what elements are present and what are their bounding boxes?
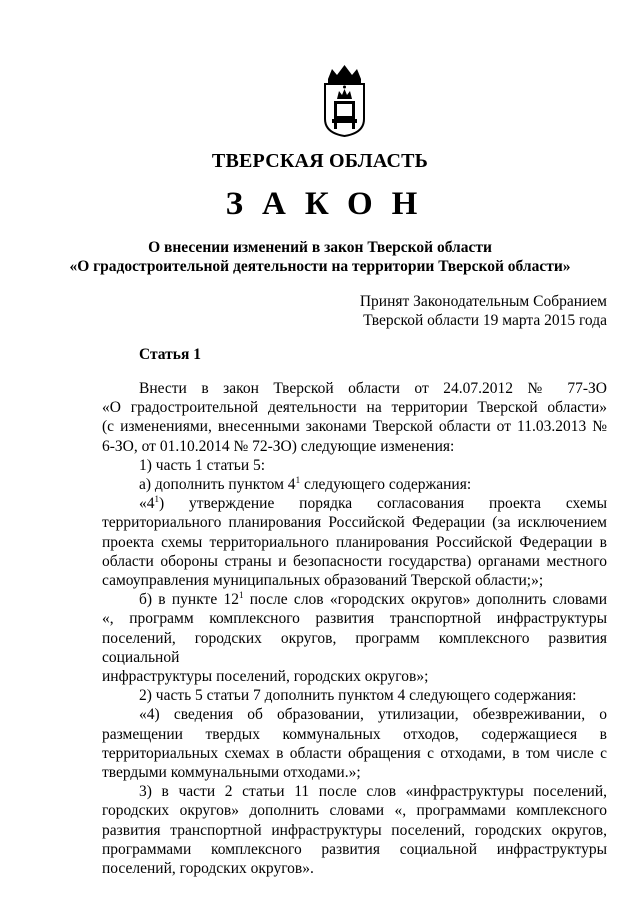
item-1: 1) часть 1 статьи 5:: [139, 456, 266, 474]
quote-2-line: территориальных схемах в области обращения с отходами, в том числе с: [102, 744, 607, 762]
region-name: ТВЕРСКАЯ ОБЛАСТЬ: [211, 150, 429, 172]
quote-1-line: области обороны страны и безопасности государства) органами местного: [102, 552, 607, 570]
adoption-note: [360, 292, 607, 330]
item-3-line: программами комплексного развития социальной инфраструктуры: [102, 840, 607, 858]
item-3-line: развития транспортной инфраструктуры поселений, городских округов,: [102, 821, 607, 839]
quote-1-line: территориального планирования Российской Федерации (за исключением: [102, 514, 607, 532]
intro-line: Внести в закон Тверской области от 24.07.2012 № 77-ЗО: [139, 380, 607, 397]
item-3-line: поселений, городских округов».: [102, 860, 314, 878]
coat-of-arms-emblem: [322, 63, 367, 137]
item-1b-line: инфраструктуры поселений, городских округов»;: [102, 668, 429, 686]
quote-2-line: твердыми коммунальными отходами.»;: [102, 764, 361, 782]
quote-2-line: размещении твердых коммунальных отходов, содержащиеся в: [102, 725, 607, 743]
intro-line: 6-ЗО, от 01.10.2014 № 72-ЗО) следующие изменения:: [102, 437, 455, 455]
quote-1-line: «$4^1$) утверждение порядка согласования проекта схемы: [139, 494, 607, 513]
quote-2-line: «4) сведения об образовании, утилизации, обезвреживании, о: [139, 706, 607, 724]
item-3-line: 3) в части 2 статьи 11 после слов «инфраструктуры поселений,: [139, 783, 607, 801]
item-1b-line: поселений, городских округов, программ комплексного развития социальной: [102, 629, 607, 666]
article-body: [102, 379, 607, 878]
item-1b-line: «, программ комплексного развития транспортной инфраструктуры: [102, 610, 607, 628]
article-heading: Статья 1: [139, 346, 201, 363]
item-2: 2) часть 5 статьи 7 дополнить пунктом 4 следующего содержания:: [139, 687, 577, 705]
intro-line: (с изменениями, внесенными законами Тверской области от 11.03.2013 №: [102, 418, 607, 436]
adoption-line-2: Тверской области 19 марта 2015 года: [363, 312, 607, 329]
document-type: ЗАКОН: [225, 186, 437, 222]
crown-throne-icon: [322, 63, 367, 137]
law-title: [0, 238, 640, 276]
item-3-line: городских округов» дополнить словами «, программами комплексного: [102, 802, 607, 820]
intro-line: «О градостроительной деятельности на территории Тверской области»: [102, 399, 607, 417]
item-1b-line: б) в пункте $12^1$ после слов «городских округов» дополнить словами: [139, 590, 608, 609]
adoption-line-1: Принят Законодательным Собранием: [359, 293, 607, 310]
quote-1-line: проекта схемы территориального планирования Российской Федерации в: [102, 533, 607, 551]
quote-1-line: самоуправления муниципальных образований Тверской области;»;: [102, 572, 544, 590]
item-1a: а) дополнить пунктом $4^1$ следующего содержания:: [139, 475, 472, 494]
law-title-line-1: О внесении изменений в закон Тверской области: [148, 239, 492, 256]
law-title-line-2: «О градостроительной деятельности на территории Тверской области»: [69, 258, 571, 275]
